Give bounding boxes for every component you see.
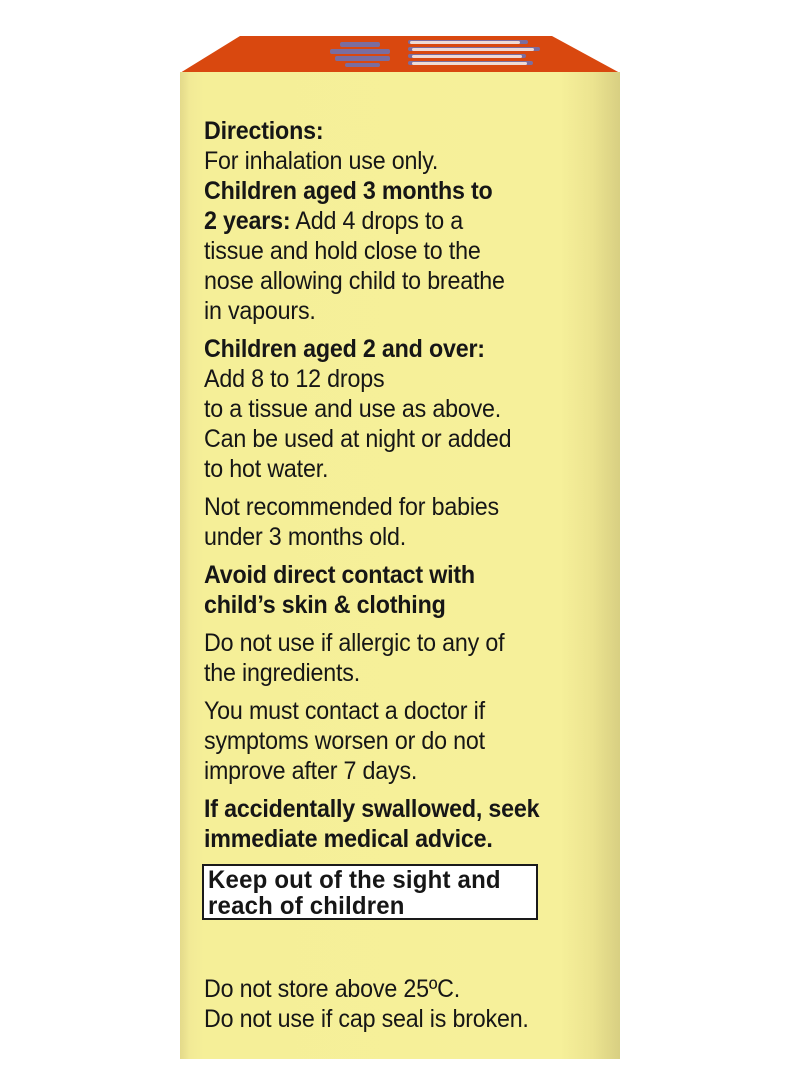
body-text: Can be used at night or added	[204, 425, 512, 453]
directions-paragraph	[204, 628, 576, 688]
directions-title: Directions:	[204, 117, 324, 145]
child-safety-warning-box	[202, 864, 538, 920]
directions-line	[204, 628, 576, 658]
body-text: Add 8 to 12 drops	[204, 365, 385, 393]
body-text: You must contact a doctor if	[204, 697, 485, 725]
body-text: nose allowing child to breathe	[204, 267, 505, 295]
bold-text: Avoid direct contact with	[204, 561, 475, 589]
directions-line	[204, 454, 576, 484]
directions-paragraph	[204, 146, 576, 326]
body-text: the ingredients.	[204, 659, 361, 687]
directions-paragraph	[204, 794, 576, 854]
warning-line-1: Keep out of the sight and	[208, 866, 501, 894]
directions-line	[204, 590, 576, 620]
directions-line	[204, 296, 576, 326]
directions-paragraph	[204, 492, 576, 552]
directions-panel	[204, 116, 604, 862]
body-text: Do not use if allergic to any of	[204, 629, 505, 657]
box-front-face	[180, 72, 620, 1059]
storage-line-1: Do not store above 25ºC.	[204, 975, 461, 1003]
directions-line	[204, 658, 576, 688]
directions-line	[204, 824, 576, 854]
body-text: Not recommended for babies	[204, 493, 499, 521]
body-text: to hot water.	[204, 455, 329, 483]
directions-line	[204, 206, 576, 236]
directions-line	[204, 794, 576, 824]
child-safety-warning-text	[208, 867, 501, 919]
directions-line	[204, 394, 576, 424]
directions-line	[204, 522, 576, 552]
directions-line	[204, 756, 576, 786]
box-top-face	[180, 36, 620, 73]
directions-paragraph	[204, 334, 576, 484]
directions-line	[204, 146, 576, 176]
body-text: For inhalation use only.	[204, 147, 439, 175]
directions-line	[204, 266, 576, 296]
directions-line	[204, 334, 576, 364]
directions-line	[204, 492, 576, 522]
body-text: symptoms worsen or do not	[204, 727, 485, 755]
storage-instructions	[204, 974, 529, 1034]
warning-line-2: reach of children	[208, 892, 405, 920]
bold-text: Children aged 2 and over:	[204, 335, 485, 363]
body-text: tissue and hold close to the	[204, 237, 481, 265]
box-top-graphic	[180, 36, 620, 73]
directions-line	[204, 696, 576, 726]
body-text: in vapours.	[204, 297, 316, 325]
storage-line-2: Do not use if cap seal is broken.	[204, 1005, 529, 1033]
body-text: to a tissue and use as above.	[204, 395, 502, 423]
body-text: improve after 7 days.	[204, 757, 418, 785]
bold-text: 2 years:	[204, 207, 291, 235]
directions-line	[204, 236, 576, 266]
bold-text: child’s skin & clothing	[204, 591, 446, 619]
directions-sections	[204, 146, 604, 854]
body-text: under 3 months old.	[204, 523, 406, 551]
bold-text: Children aged 3 months to	[204, 177, 493, 205]
directions-line	[204, 364, 576, 394]
directions-paragraph	[204, 696, 576, 786]
directions-line	[204, 176, 576, 206]
directions-line	[204, 726, 576, 756]
bold-text: If accidentally swallowed, seek	[204, 795, 540, 823]
directions-line	[204, 560, 576, 590]
directions-paragraph	[204, 560, 576, 620]
body-text: Add 4 drops to a	[290, 207, 464, 235]
directions-line	[204, 424, 576, 454]
bold-text: immediate medical advice.	[204, 825, 493, 853]
